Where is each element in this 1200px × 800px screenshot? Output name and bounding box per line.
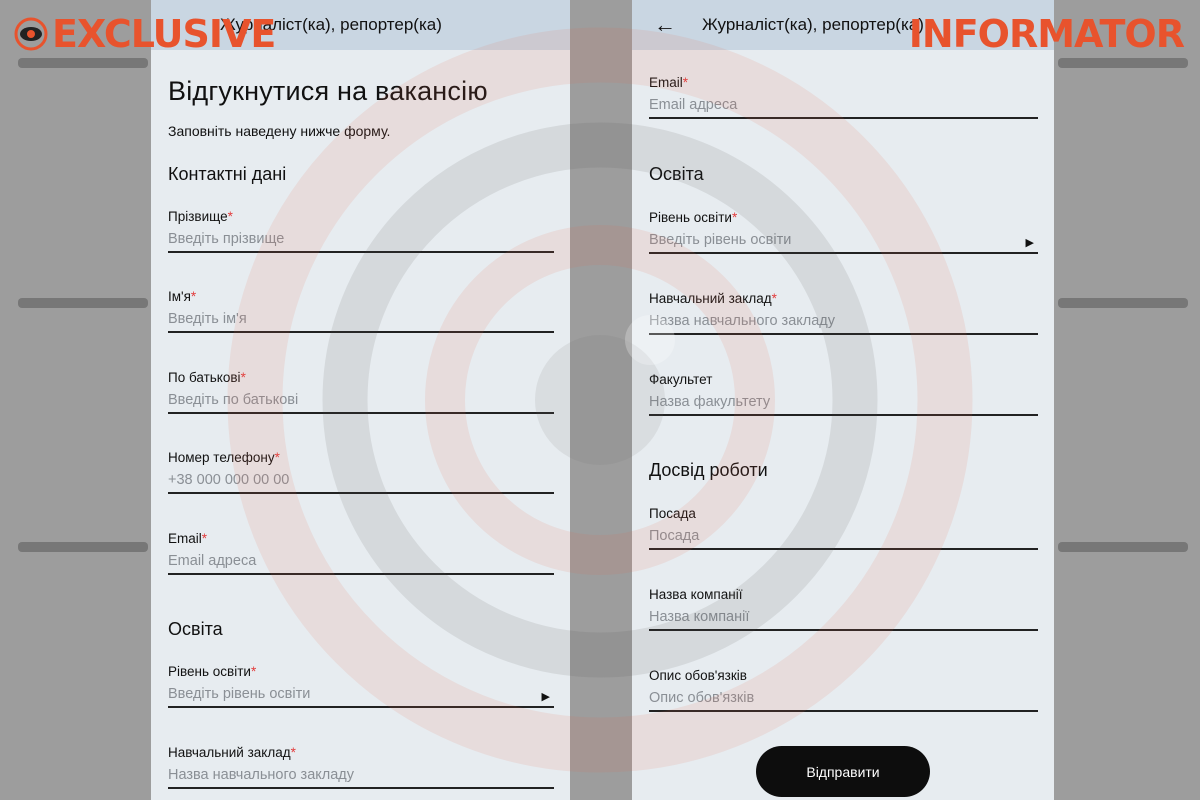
page-title: Відгукнутися на вакансію xyxy=(168,76,488,106)
form-panel-right xyxy=(632,0,1054,800)
company-field[interactable] xyxy=(649,587,1038,631)
education-level-select[interactable] xyxy=(649,210,1038,254)
patronymic-input[interactable]: Введіть по батькові xyxy=(168,392,299,408)
background-line xyxy=(1058,298,1188,308)
first-name-field[interactable] xyxy=(168,289,554,333)
company-input[interactable]: Назва компанії xyxy=(649,609,750,625)
field-label: Номер телефону* xyxy=(168,450,280,465)
field-label: Навчальний заклад* xyxy=(649,291,777,306)
position-field[interactable] xyxy=(649,506,1038,550)
section-contacts: Контактні дані xyxy=(168,164,287,184)
email-input[interactable]: Email адреса xyxy=(649,97,738,113)
institution-input[interactable]: Назва навчального закладу xyxy=(649,313,836,329)
position-input[interactable]: Посада xyxy=(649,528,700,544)
form-hint: Заповніть наведену нижче форму. xyxy=(168,123,391,139)
background-line xyxy=(1058,542,1188,552)
duties-field[interactable] xyxy=(649,668,1038,712)
phone-input[interactable]: +38 000 000 00 00 xyxy=(168,472,290,488)
section-education: Освіта xyxy=(649,164,704,184)
form-panel-left xyxy=(151,0,570,800)
education-level-select[interactable] xyxy=(168,664,554,708)
back-arrow-icon[interactable]: ← xyxy=(654,12,676,37)
email-input[interactable]: Email адреса xyxy=(168,553,257,569)
background-line xyxy=(18,542,148,552)
field-label: По батькові* xyxy=(168,370,246,385)
section-education: Освіта xyxy=(168,619,223,639)
field-label: Посада xyxy=(649,506,696,521)
email-field[interactable] xyxy=(168,531,554,575)
field-label: Email* xyxy=(168,531,208,546)
field-label: Навчальний заклад* xyxy=(168,745,296,760)
dropdown-arrow-icon[interactable]: ▶ xyxy=(541,691,550,703)
eye-logo-icon xyxy=(14,17,48,51)
submit-button[interactable]: Відправити xyxy=(756,746,930,797)
phone-field[interactable] xyxy=(168,450,554,494)
field-label: Опис обов'язків xyxy=(649,668,747,683)
duties-input[interactable]: Опис обов'язків xyxy=(649,690,755,706)
institution-field[interactable] xyxy=(649,291,1038,335)
field-label: Рівень освіти* xyxy=(649,210,738,225)
surname-field[interactable] xyxy=(168,209,554,253)
surname-input[interactable]: Введіть прізвище xyxy=(168,231,285,247)
vacancy-title: Журналіст(ка), репортер(ка) xyxy=(702,15,924,34)
exclusive-logo-text: EXCLUSIVE xyxy=(52,12,276,56)
field-label: Ім'я* xyxy=(168,289,197,304)
education-level-value[interactable]: Введіть рівень освіти xyxy=(168,686,311,702)
informator-logo: INFORMATOR xyxy=(908,12,1184,56)
background-line xyxy=(18,298,148,308)
dropdown-arrow-icon[interactable]: ▶ xyxy=(1025,237,1034,249)
patronymic-field[interactable] xyxy=(168,370,554,414)
section-experience: Досвід роботи xyxy=(649,460,768,480)
field-label: Факультет xyxy=(649,372,713,387)
faculty-field[interactable] xyxy=(649,372,1038,416)
form-body xyxy=(649,0,1038,800)
background-line xyxy=(18,58,148,68)
faculty-input[interactable]: Назва факультету xyxy=(649,394,771,410)
exclusive-logo xyxy=(14,12,275,56)
education-level-value[interactable]: Введіть рівень освіти xyxy=(649,232,792,248)
institution-input[interactable]: Назва навчального закладу xyxy=(168,767,355,783)
field-label: Прізвище* xyxy=(168,209,233,224)
vacancy-title: Журналіст(ка), репортер(ка) xyxy=(220,15,442,34)
background-line xyxy=(1058,58,1188,68)
field-label: Email* xyxy=(649,75,689,90)
email-field[interactable] xyxy=(649,75,1038,119)
form-body xyxy=(168,0,554,800)
first-name-input[interactable]: Введіть ім'я xyxy=(168,311,247,327)
field-label: Рівень освіти* xyxy=(168,664,257,679)
field-label: Назва компанії xyxy=(649,587,743,602)
institution-field[interactable] xyxy=(168,745,554,789)
